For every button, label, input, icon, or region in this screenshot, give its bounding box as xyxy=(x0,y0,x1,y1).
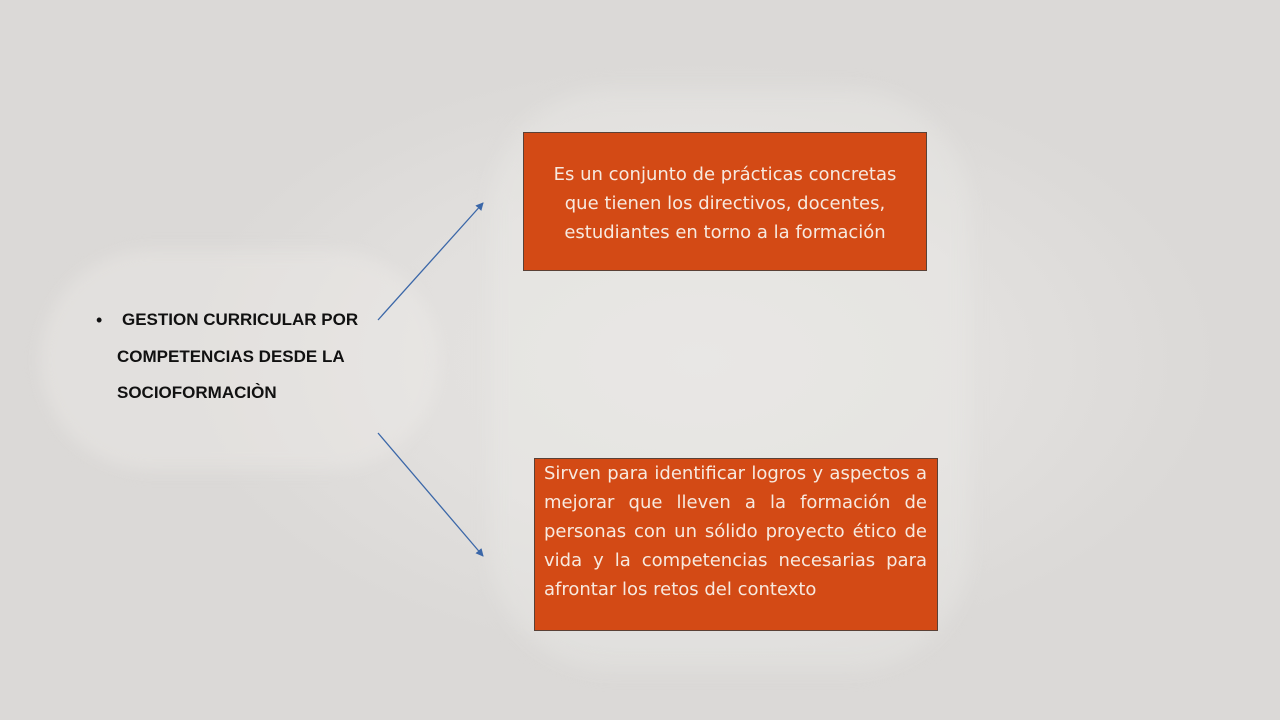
topic-title: GESTION CURRICULAR POR COMPETENCIAS DESDE LA SOCIOFORMACIÒN xyxy=(117,310,359,402)
purpose-box-bottom: Sirven para identificar logros y aspectos a mejorar que lleven a la formación de personas con un sólido proyecto ético de vida y la competencias necesarias para afrontar los retos del contexto xyxy=(534,458,938,631)
arrow-to-bottom-box xyxy=(378,433,483,556)
bullet-icon: • xyxy=(96,310,103,330)
definition-box-top: Es un conjunto de prácticas concretas que tienen los directivos, docentes, estudiantes en torno a la formación xyxy=(523,132,927,271)
arrow-to-top-box xyxy=(378,203,483,320)
